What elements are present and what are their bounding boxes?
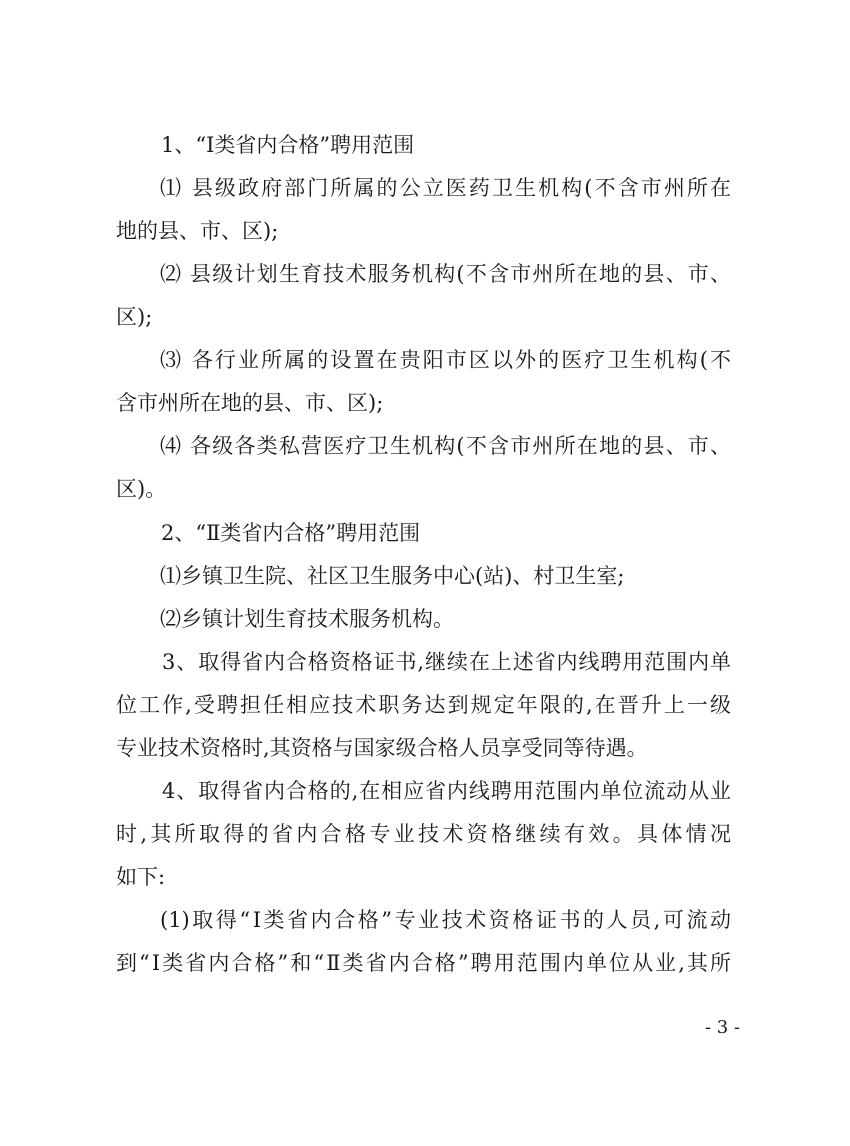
paragraph-1-4-line-2: 区)。 [116, 477, 167, 501]
paragraph-1-3-line-1: ⑶ 各行业所属的设置在贵阳市区以外的医疗卫生机构(不 [160, 348, 731, 372]
paragraph-1-2-line-1: ⑵ 县级计划生育技术服务机构(不含市州所在地的县、市、 [160, 262, 731, 286]
paragraph-1-4-line-1: ⑷ 各级各类私营医疗卫生机构(不含市州所在地的县、市、 [160, 434, 731, 458]
paragraph-2-1: ⑴乡镇卫生院、社区卫生服务中心(站)、村卫生室; [160, 564, 625, 588]
paragraph-4-line-2: 时,其所取得的省内合格专业技术资格继续有效。具体情况 [116, 822, 731, 846]
paragraph-3-line-2: 位工作,受聘担任相应技术职务达到规定年限的,在晋升上一级 [116, 693, 731, 717]
paragraph-4-1-line-1: (1)取得“Ⅰ类省内合格”专业技术资格证书的人员,可流动 [160, 908, 731, 932]
section-2-heading: 2、“Ⅱ类省内合格”聘用范围 [161, 521, 421, 545]
paragraph-3-line-1: 3、取得省内合格资格证书,继续在上述省内线聘用范围内单 [162, 650, 731, 674]
paragraph-4-line-1: 4、取得省内合格的,在相应省内线聘用范围内单位流动从业 [162, 779, 731, 803]
page-number: - 3 - [704, 1017, 740, 1038]
paragraph-1-3-line-2: 含市州所在地的县、市、区); [116, 391, 384, 415]
paragraph-4-line-3: 如下: [116, 865, 166, 889]
paragraph-4-1-line-2: 到“Ⅰ类省内合格”和“Ⅱ类省内合格”聘用范围内单位从业,其所 [116, 951, 731, 975]
paragraph-3-line-3: 专业技术资格时,其资格与国家级合格人员享受同等待遇。 [116, 736, 648, 760]
paragraph-1-1-line-2: 地的县、市、区); [116, 219, 279, 243]
paragraph-1-2-line-2: 区); [116, 305, 153, 329]
paragraph-1-1-line-1: ⑴ 县级政府部门所属的公立医药卫生机构(不含市州所在 [160, 176, 731, 200]
paragraph-2-2: ⑵乡镇计划生育技术服务机构。 [160, 607, 454, 631]
section-1-heading: 1、“Ⅰ类省内合格”聘用范围 [161, 133, 415, 157]
